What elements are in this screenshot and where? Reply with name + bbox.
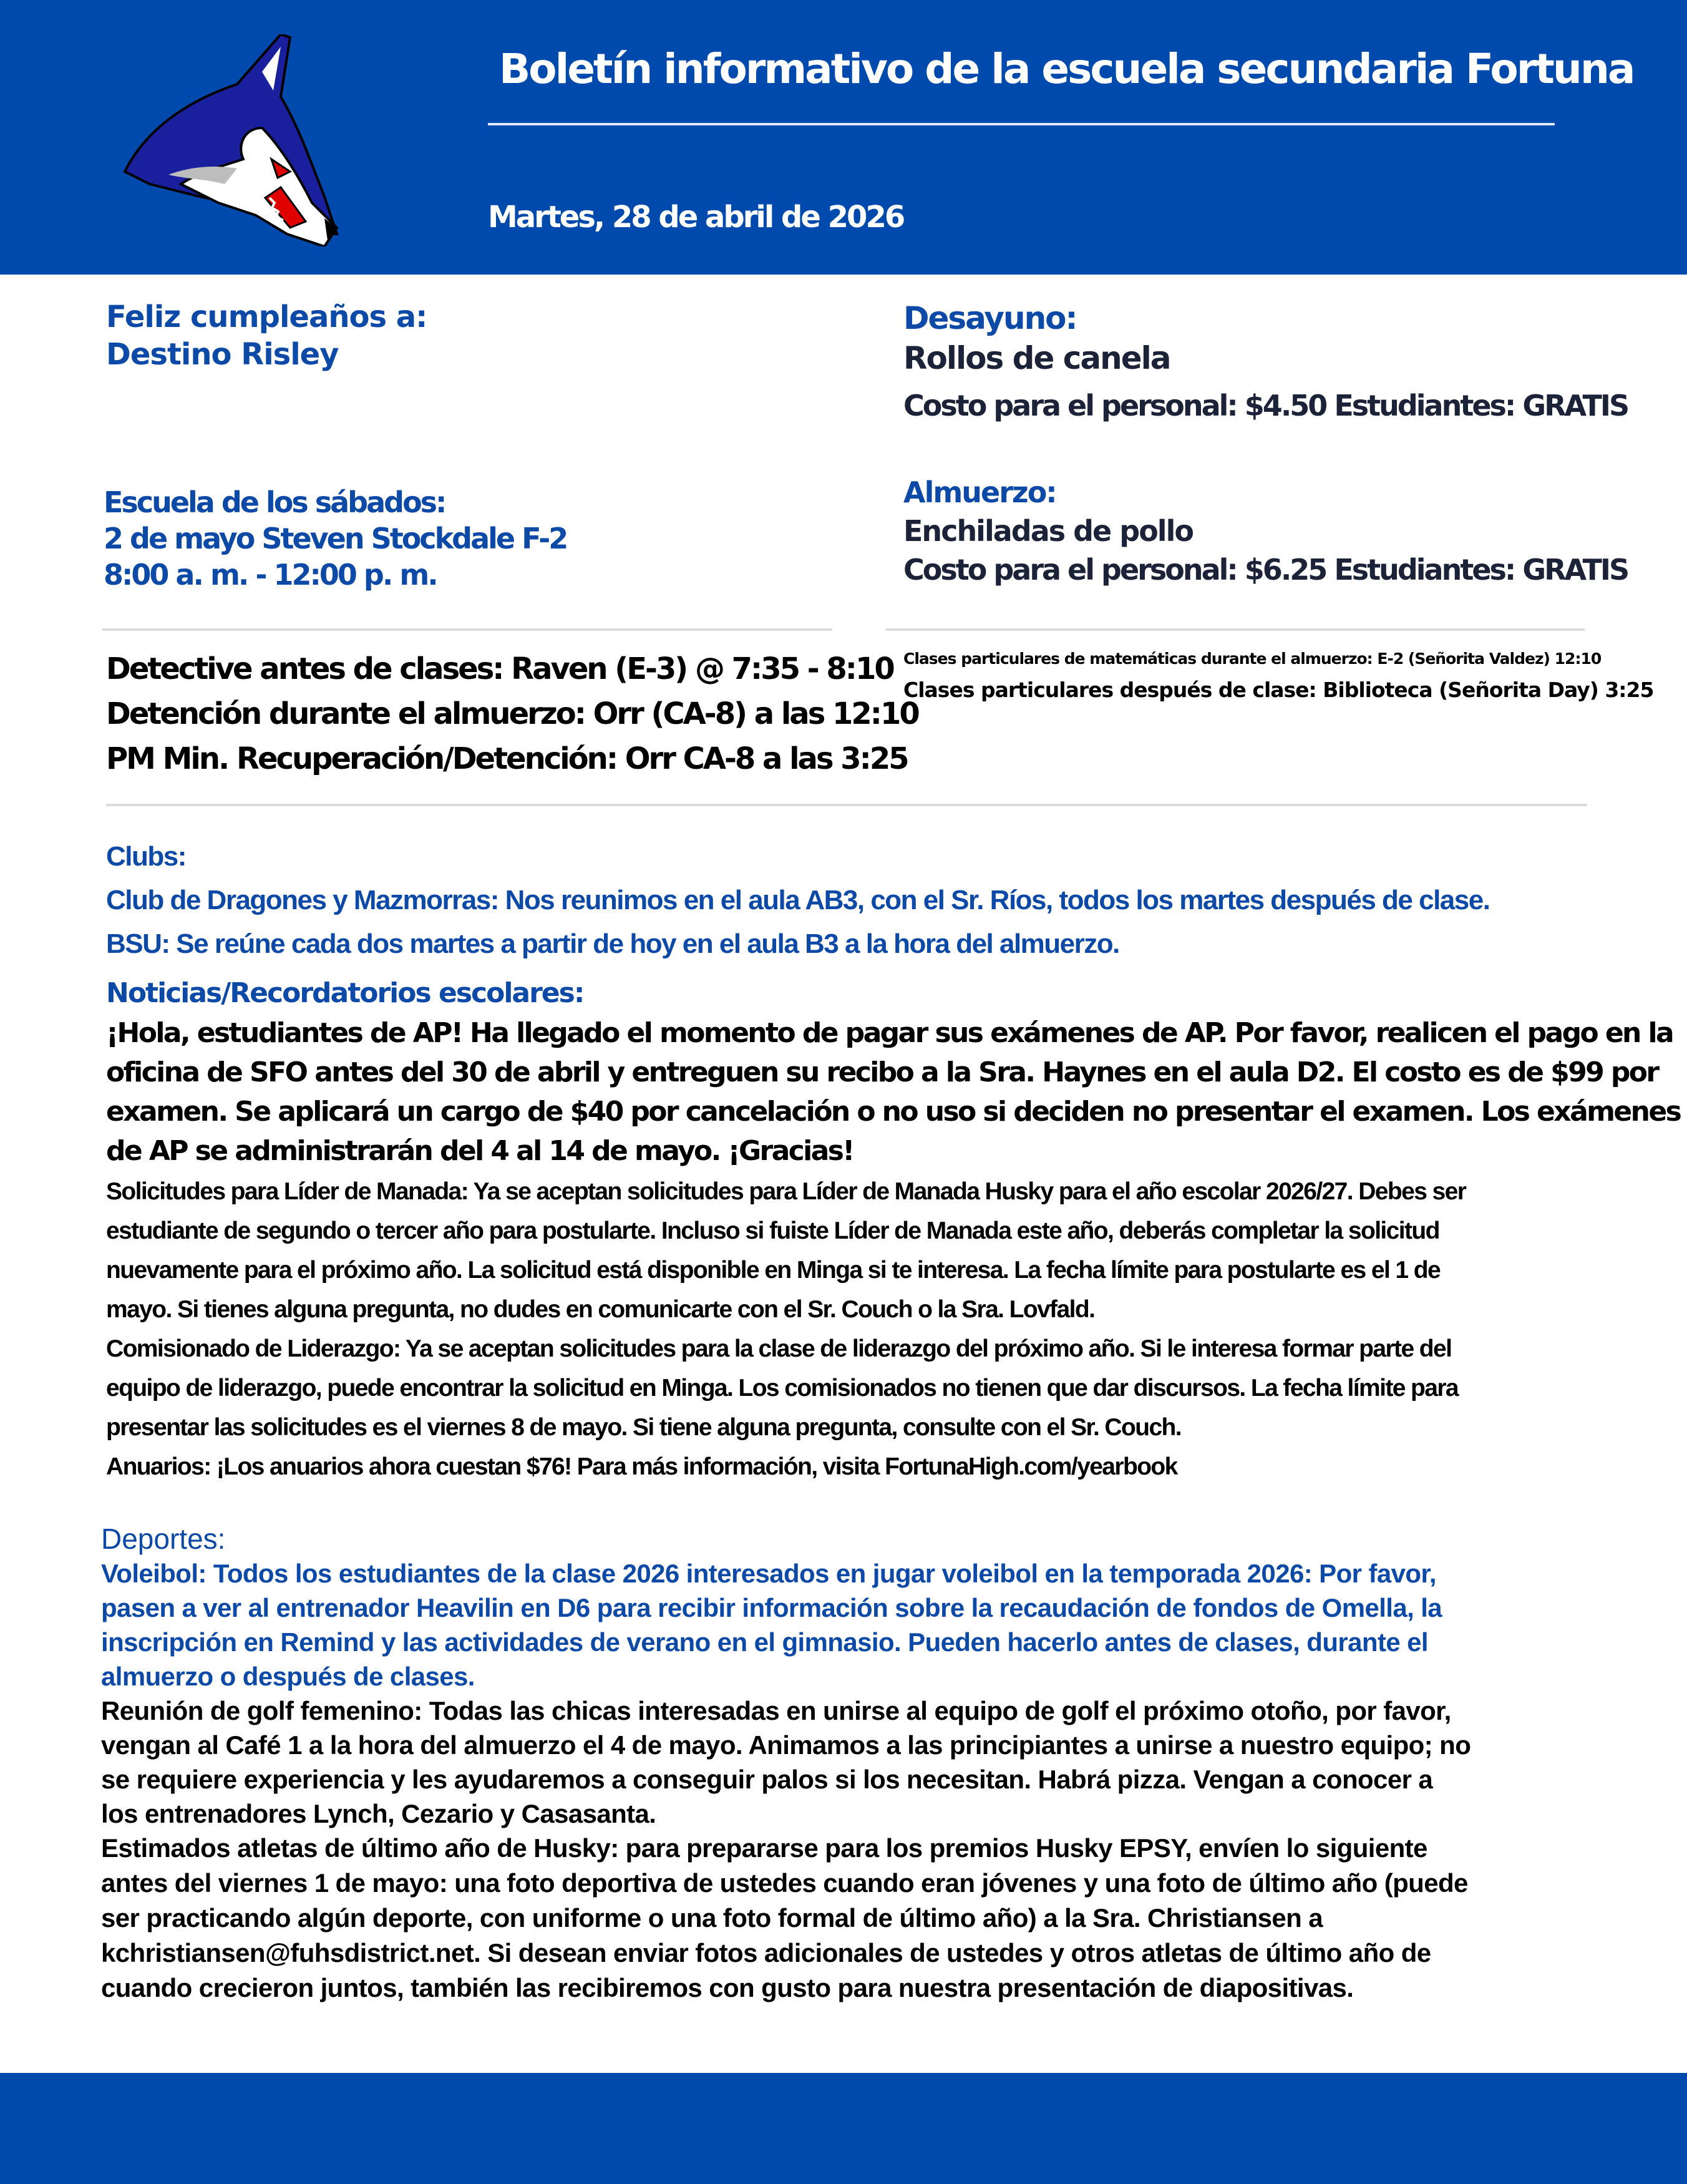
ap-line: de AP se administrarán del 4 al 14 de mayo. ¡Gracias! — [106, 1135, 853, 1167]
ap-line: oficina de SFO antes del 30 de abril y entreguen su recibo a la Sra. Haynes en el aula D2. El costo es de $99 por — [106, 1056, 1658, 1088]
breakfast-heading: Desayuno: — [903, 300, 1077, 336]
sports-heading: Deportes: — [101, 1523, 226, 1555]
pack-leader-line: mayo. Si tienes alguna pregunta, no dudes en comunicarte con el Sr. Couch o la Sra. Lovfald. — [106, 1296, 1095, 1323]
divider-full — [106, 804, 1587, 806]
lunch-item: Enchiladas de pollo — [903, 514, 1193, 548]
ap-exam-notice — [106, 1013, 1680, 1171]
divider-left-1 — [102, 628, 832, 631]
other-notices — [106, 1172, 1680, 1486]
leadership-line: presentar las solicitudes es el viernes 8 de mayo. Si tiene alguna pregunta, consulte con el Sr. Couch. — [106, 1414, 1181, 1441]
clubs-heading: Clubs: — [106, 841, 186, 872]
golf-line: vengan al Café 1 a la hora del almuerzo el 4 de mayo. Animamos a las principiantes a unirse a nuestro equipo; no — [101, 1730, 1471, 1760]
birthday-section — [106, 298, 427, 373]
senior-athletes-notice — [101, 1831, 1471, 2006]
newsletter-date: Martes, 28 de abril de 2026 — [488, 200, 904, 235]
lunch-cost: Costo para el personal: $6.25 Estudiantes: GRATIS — [903, 553, 1628, 587]
tutoring-math: Clases particulares de matemáticas durante el almuerzo: E-2 (Señorita Valdez) 12:10 — [903, 650, 1602, 668]
saturday-school-time: 8:00 a. m. - 12:00 p. m. — [104, 558, 437, 592]
lunch-heading: Almuerzo: — [903, 475, 1056, 509]
detention-line: PM Min. Recuperación/Detención: Orr CA-8 a las 3:25 — [106, 741, 908, 776]
newsletter-footer — [0, 2073, 1687, 2184]
golf-notice — [101, 1694, 1471, 1831]
ap-line: ¡Hola, estudiantes de AP! Ha llegado el momento de pagar sus exámenes de AP. Por favor, realicen el pago en la — [106, 1017, 1673, 1049]
saturday-school-date: 2 de mayo Steven Stockdale F-2 — [104, 522, 567, 555]
volleyball-line: pasen a ver al entrenador Heavilin en D6 para recibir información sobre la recaudación de fondos de Omella, la — [101, 1593, 1442, 1622]
ap-line: examen. Se aplicará un cargo de $40 por cancelación o no uso si deciden no presentar el examen. Los exámenes — [106, 1096, 1681, 1128]
birthday-heading: Feliz cumpleaños a: — [106, 300, 427, 334]
title-divider — [488, 123, 1555, 125]
volleyball-line: inscripción en Remind y las actividades de verano en el gimnasio. Pueden hacerlo antes de clases, durante el — [101, 1627, 1428, 1657]
senior-athletes-line: cuando crecieron juntos, también las recibiremos con gusto para nuestra presentación de diapositivas. — [101, 1973, 1354, 2002]
volleyball-line: almuerzo o después de clases. — [101, 1662, 475, 1691]
detention-section — [106, 646, 918, 781]
senior-athletes-line: ser practicando algún deporte, con uniforme o una foto formal de último año) a la Sra. Christiansen a — [101, 1903, 1323, 1933]
news-heading: Noticias/Recordatorios escolares: — [106, 977, 584, 1009]
breakfast-cost: Costo para el personal: $4.50 Estudiantes: GRATIS — [903, 389, 1628, 422]
senior-athletes-line: Estimados atletas de último año de Husky: para prepararse para los premios Husky EPSY, envíen lo siguiente — [101, 1833, 1427, 1863]
golf-line: Reunión de golf femenino: Todas las chicas interesadas en unirse al equipo de golf el próximo otoño, por favor, — [101, 1696, 1451, 1725]
club-item: BSU: Se reúne cada dos martes a partir de hoy en el aula B3 a la hora del almuerzo. — [106, 929, 1119, 959]
saturday-school-heading: Escuela de los sábados: — [104, 485, 445, 519]
golf-line: se requiere experiencia y les ayudaremos a conseguir palos si los necesitan. Habrá pizza. Vengan a conocer a — [101, 1765, 1433, 1794]
volleyball-line: Voleibol: Todos los estudiantes de la clase 2026 interesados en jugar voleibol en la temporada 2026: Por favor, — [101, 1559, 1436, 1588]
breakfast-item: Rollos de canela — [903, 340, 1170, 376]
news-section — [106, 973, 1680, 1486]
birthday-name: Destino Risley — [106, 337, 339, 372]
sports-section — [101, 1521, 1471, 2006]
pack-leader-line: nuevamente para el próximo año. La solicitud está disponible en Minga si te interesa. La fecha límite para postularte es el 1 de — [106, 1257, 1441, 1284]
divider-right-1 — [886, 628, 1585, 631]
detention-line: Detención durante el almuerzo: Orr (CA-8) a las 12:10 — [106, 696, 918, 731]
pack-leader-line: Solicitudes para Líder de Manada: Ya se aceptan solicitudes para Líder de Manada Husky para el año escolar 2026/27. Debes ser — [106, 1178, 1466, 1205]
clubs-section — [106, 835, 1489, 966]
newsletter-header — [0, 0, 1687, 275]
senior-athletes-line[interactable]: kchristiansen@fuhsdistrict.net. Si desean enviar fotos adicionales de ustedes y otros atletas de último año de — [101, 1938, 1431, 1967]
volleyball-notice — [101, 1556, 1471, 1694]
saturday-school-section — [104, 484, 566, 593]
yearbook-line: Anuarios: ¡Los anuarios ahora cuestan $76! Para más información, visita FortunaHigh.com/yearbook — [106, 1453, 1177, 1480]
leadership-line: Comisionado de Liderazgo: Ya se aceptan solicitudes para la clase de liderazgo del próximo año. Si le interesa formar parte del — [106, 1335, 1452, 1362]
tutoring-section — [903, 646, 1653, 709]
newsletter-title: Boletín informativo de la escuela secundaria Fortuna — [499, 45, 1634, 93]
leadership-line: equipo de liderazgo, puede encontrar la solicitud en Minga. Los comisionados no tienen que dar discursos. La fecha límite para — [106, 1375, 1459, 1402]
golf-line: los entrenadores Lynch, Cezario y Casasanta. — [101, 1799, 656, 1828]
club-item: Club de Dragones y Mazmorras: Nos reunimos en el aula AB3, con el Sr. Ríos, todos los martes después de clase. — [106, 885, 1490, 915]
lunch-section — [903, 473, 1628, 589]
husky-mascot-logo — [75, 34, 393, 246]
senior-athletes-line: antes del viernes 1 de mayo: una foto deportiva de ustedes cuando eran jóvenes y una foto de último año (puede — [101, 1868, 1468, 1898]
tutoring-after-class: Clases particulares después de clase: Biblioteca (Señorita Day) 3:25 — [903, 678, 1654, 702]
detention-line: Detective antes de clases: Raven (E-3) @ 7:35 - 8:10 — [106, 651, 893, 686]
breakfast-section — [903, 298, 1628, 426]
pack-leader-line: estudiante de segundo o tercer año para postularte. Incluso si fuiste Líder de Manada este año, deberás completar la solicitud — [106, 1217, 1439, 1244]
